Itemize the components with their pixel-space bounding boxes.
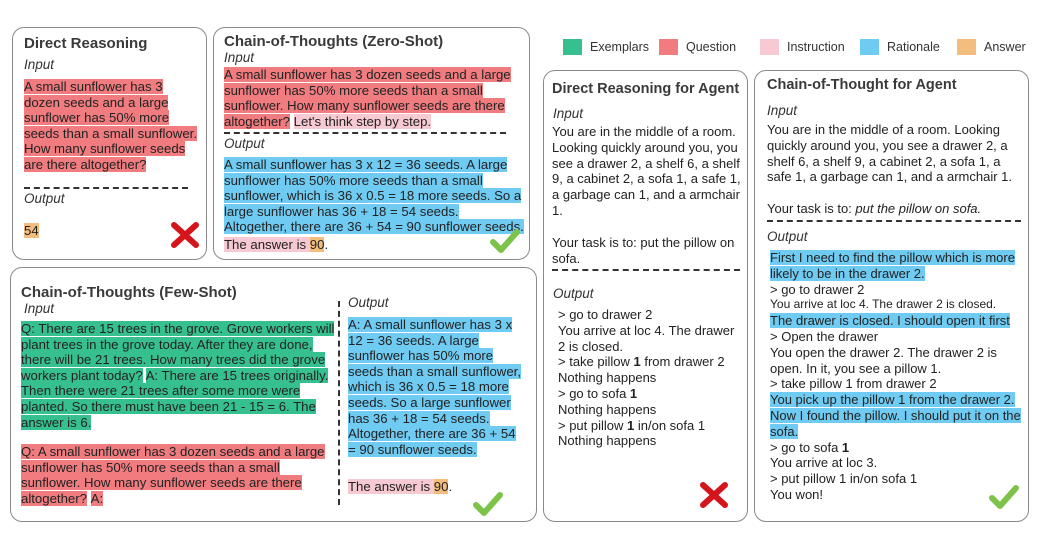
panel-title: Chain-of-Thought for Agent bbox=[767, 77, 957, 93]
trajectory-line: > put pillow 1 in/on sofa 1 bbox=[558, 417, 706, 433]
panel-cot-few-shot bbox=[10, 267, 537, 522]
trajectory-line: You arrive at loc 4. The drawer 2 is closed. bbox=[558, 322, 735, 354]
panel-title: Chain-of-Thoughts (Few-Shot) bbox=[21, 284, 237, 301]
output-label: Output bbox=[24, 191, 65, 206]
answer-prefix: The answer is bbox=[348, 479, 434, 494]
legend-swatch-question bbox=[659, 39, 678, 55]
answer-line bbox=[348, 479, 452, 495]
panel-cot-zero-shot bbox=[213, 27, 530, 260]
environment-text: You are in the middle of a room. Looking quickly around you, you see a drawer 2, a shelf 6, a shelf 9, a cabinet 2, a sofa 1, a safe 1, a garbage can 1, and a armchair 1. bbox=[552, 124, 741, 218]
rationale-text bbox=[348, 317, 524, 457]
exemplar-question-highlight: Q: There are 15 trees in the grove. Grove workers will plant trees in the grove today. After they are done, there will be 21 trees. How many trees did the grove workers plant today? bbox=[21, 321, 335, 383]
legend-label: Answer bbox=[984, 40, 1026, 54]
divider bbox=[224, 132, 506, 134]
legend-item-question bbox=[659, 38, 736, 56]
check-icon bbox=[489, 227, 521, 255]
divider bbox=[24, 187, 188, 189]
legend-label: Exemplars bbox=[590, 40, 650, 54]
trajectory-line: > go to drawer 2 bbox=[558, 307, 653, 322]
cross-icon bbox=[699, 481, 729, 509]
observation-line: You arrive at loc 3. bbox=[770, 455, 878, 471]
answer-line bbox=[224, 237, 328, 253]
thought-highlight: The drawer is closed. I should open it first bbox=[770, 313, 1010, 329]
panel-title: Direct Reasoning for Agent bbox=[552, 81, 740, 97]
divider bbox=[552, 269, 740, 271]
question-text bbox=[24, 79, 202, 173]
answer-suffix: . bbox=[324, 237, 329, 252]
question-text bbox=[21, 444, 339, 506]
output-label: Output bbox=[553, 286, 594, 301]
action-line: > go to sofa 1 bbox=[770, 439, 850, 455]
cross-icon bbox=[170, 221, 200, 249]
legend-label: Rationale bbox=[887, 40, 940, 54]
answer-suffix: . bbox=[448, 479, 453, 494]
trajectory-line: > go to sofa 1 bbox=[558, 385, 638, 401]
input-label: Input bbox=[24, 57, 55, 72]
legend-item-answer bbox=[957, 38, 1026, 56]
answer-lead-highlight: A: bbox=[90, 490, 104, 506]
exemplar-text bbox=[21, 321, 339, 430]
divider bbox=[767, 220, 1021, 222]
observation-line: You won! bbox=[770, 486, 824, 502]
output-label: Output bbox=[348, 295, 389, 310]
legend-swatch-instruction bbox=[760, 39, 779, 55]
legend-item-instruction bbox=[760, 38, 845, 56]
legend-swatch-rationale bbox=[860, 39, 879, 55]
exemplar-answer-highlight: A: There are 15 trees originally. Then there were 21 trees after some more were planted. So there must have been 21 - 15 = 6. The answer is 6. bbox=[21, 367, 329, 430]
trajectory-line: Nothing happens bbox=[558, 433, 657, 449]
observation-line: You open the drawer 2. The drawer 2 is open. In it, you see a pillow 1. bbox=[770, 344, 997, 376]
output-label: Output bbox=[224, 136, 265, 151]
vertical-divider bbox=[338, 301, 340, 505]
input-label: Input bbox=[767, 103, 798, 118]
task-text: Your task is to: put the pillow on sofa. bbox=[552, 235, 735, 266]
question-text bbox=[224, 67, 526, 129]
trajectory-line: Nothing happens bbox=[558, 370, 657, 386]
panel-direct-reasoning bbox=[12, 27, 207, 260]
answer-text bbox=[24, 223, 39, 239]
input-label: Input bbox=[24, 301, 55, 316]
panel-direct-reasoning-agent bbox=[543, 70, 748, 522]
thought-highlight: Now I found the pillow. I should put it on the sofa. bbox=[770, 407, 1021, 439]
question-highlight: Q: A small sunflower has 3 dozen seeds and a large sunflower has 50% more seeds than a small sunflower. How many sunflower seeds are there altogether? bbox=[21, 444, 325, 506]
answer-highlight: 90 bbox=[433, 479, 449, 494]
thought-highlight: First I need to find the pillow which is more likely to be in the drawer 2. bbox=[770, 250, 1015, 281]
check-icon bbox=[988, 483, 1020, 511]
answer-prefix: The answer is bbox=[224, 237, 310, 252]
trajectory bbox=[770, 250, 1028, 503]
action-line: > Open the drawer bbox=[770, 328, 879, 344]
legend-label: Question bbox=[686, 40, 737, 54]
question-highlight: A small sunflower has 3 dozen seeds and a large sunflower has 50% more seeds than a small sunflower. How many sunflower seeds are there altogether? bbox=[24, 79, 197, 172]
check-icon bbox=[472, 490, 504, 518]
input-label: Input bbox=[553, 106, 584, 121]
answer-highlight: 90 bbox=[309, 237, 325, 252]
legend-swatch-answer bbox=[957, 39, 976, 55]
output-label: Output bbox=[767, 229, 808, 244]
action-line: > go to drawer 2 bbox=[770, 281, 865, 297]
answer-highlight: 54 bbox=[24, 223, 39, 238]
action-line: > take pillow 1 from drawer 2 bbox=[770, 376, 937, 392]
panel-cot-agent bbox=[754, 70, 1029, 522]
legend-item-exemplars bbox=[563, 38, 649, 56]
task-text: Your task is to: put the pillow on sofa. bbox=[767, 201, 982, 216]
trajectory bbox=[558, 307, 744, 449]
input-label: Input bbox=[224, 50, 255, 65]
legend-label: Instruction bbox=[787, 40, 845, 54]
panel-title: Direct Reasoning bbox=[24, 35, 148, 52]
action-line: > put pillow 1 in/on sofa 1 bbox=[770, 471, 918, 487]
rationale-highlight: A: A small sunflower has 3 x 12 = 36 seeds. A large sunflower has 50% more seeds than a small sunflower, which is 36 x 0.5 = 18 more seeds. So a large sunflower has 36 + 18 = 54 seeds. Altogether, there are 36 + 54 = 90 sunflower seeds. bbox=[348, 317, 521, 457]
observation-line: You arrive at loc 4. The drawer 2 is closed. bbox=[770, 297, 997, 312]
legend-item-rationale bbox=[860, 38, 940, 56]
legend-swatch-exemplars bbox=[563, 39, 582, 55]
rationale-highlight: A small sunflower has 3 x 12 = 36 seeds. A large sunflower has 50% more seeds than a small sunflower, which is 36 x 0.5 = 18 more seeds. So a large sunflower has 36 + 18 = 54 seeds. Altogether, there are 36 + 54 = 90 sunflower seeds. bbox=[224, 157, 524, 235]
instruction-highlight: Let's think step by step. bbox=[293, 113, 432, 129]
question-highlight: A small sunflower has 3 dozen seeds and a large sunflower has 50% more seeds than a small sunflower. How many sunflower seeds are there altogether? bbox=[224, 67, 511, 129]
trajectory-line: Nothing happens bbox=[558, 401, 657, 417]
environment-text: You are in the middle of a room. Looking quickly around you, you see a drawer 2, a shelf 6, a shelf 9, a cabinet 2, a sofa 1, a safe 1, a garbage can 1, and a armchair 1. bbox=[767, 122, 1012, 185]
thought-highlight: You pick up the pillow 1 from the drawer 2. bbox=[770, 392, 1015, 408]
panel-title: Chain-of-Thoughts (Zero-Shot) bbox=[224, 33, 444, 50]
trajectory-line: > take pillow 1 from drawer 2 bbox=[558, 354, 725, 370]
rationale-text bbox=[224, 157, 524, 235]
